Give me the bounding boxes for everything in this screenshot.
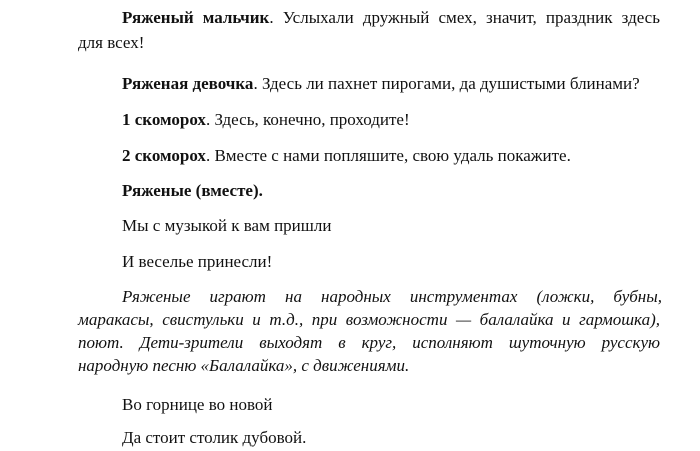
stage-direction-line: народную песню «Балалайка», с движениями. <box>78 356 410 375</box>
paragraph-boy-line1 <box>122 8 660 28</box>
speaker-together: Ряженые (вместе). <box>122 181 263 200</box>
paragraph-together <box>122 181 263 201</box>
paragraph-skomorokh-2 <box>122 146 571 166</box>
boy-text-1: . Услыхали дружный смех, значит, праздник здесь <box>269 8 660 27</box>
stage-direction-line: Ряженые играют на народных инструментах (ложки, бубны, <box>122 287 662 306</box>
verse-line: Мы с музыкой к вам пришли <box>122 216 332 235</box>
verse-line: И веселье принесли! <box>122 252 273 271</box>
verse-line: Да стоит столик дубовой. <box>122 428 307 447</box>
speaker-girl: Ряженая девочка <box>122 74 254 93</box>
stage-direction-line: поют. Дети-зрители выходят в круг, исполняют шуточную русскую <box>78 333 660 352</box>
verse-line: Во горнице во новой <box>122 395 273 414</box>
speaker-skomorokh-2: 2 скоморох <box>122 146 206 165</box>
speaker-skomorokh-1: 1 скоморох <box>122 110 206 129</box>
paragraph-skomorokh-1 <box>122 110 410 130</box>
skomorokh-2-text: . Вместе с нами попляшите, свою удаль покажите. <box>205 146 571 165</box>
skomorokh-1-text: . Здесь, конечно, проходите! <box>205 110 410 129</box>
speaker-boy: Ряженый мальчик <box>122 8 270 27</box>
paragraph-girl <box>122 74 640 94</box>
paragraph-boy-line2: для всех! <box>78 33 145 52</box>
stage-direction-line: маракасы, свистульки и т.д., при возможности — балалайка и гармошка), <box>78 310 660 329</box>
girl-text: . Здесь ли пахнет пирогами, да душистыми блинами? <box>253 74 640 93</box>
